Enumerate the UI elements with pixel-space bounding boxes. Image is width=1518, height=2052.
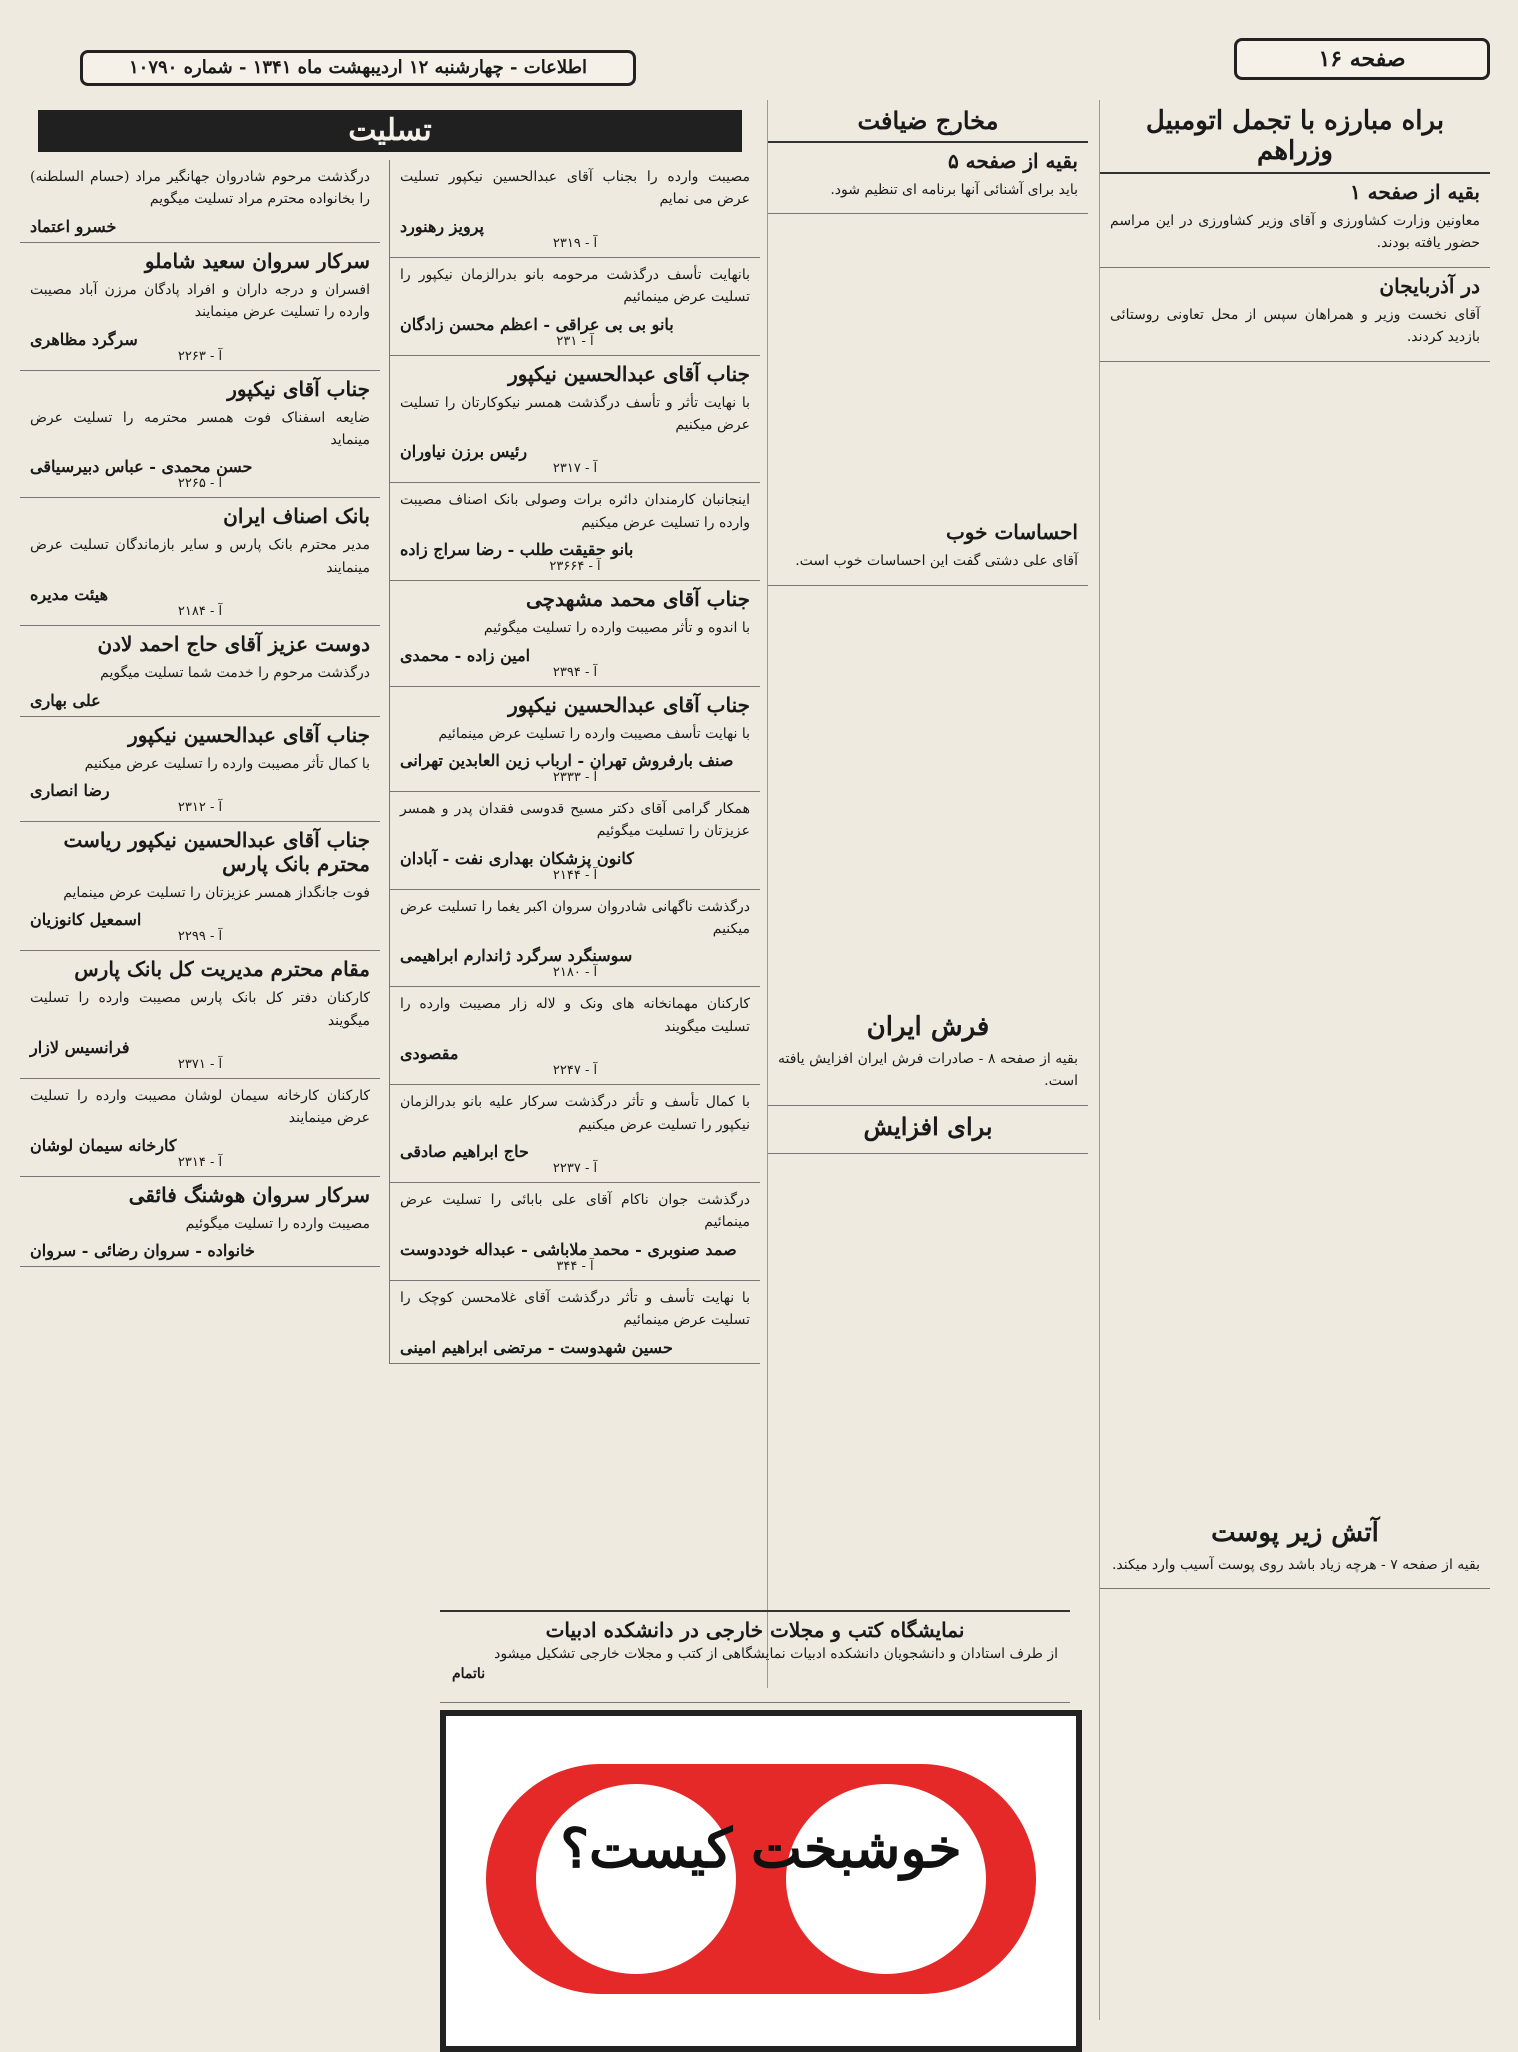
condolence-text: همکار گرامی آقای دکتر مسیح قدوسی فقدان پدر و همسر عزیزتان را تسلیت میگوئیم xyxy=(400,800,750,840)
condolence-item xyxy=(390,987,760,1085)
section-title: آتش زیر پوست xyxy=(1211,1517,1379,1548)
condolence-text: اینجانبان کارمندان دائره برات وصولی بانک اصناف مصیبت وارده را تسلیت عرض میکنیم xyxy=(400,492,750,531)
condolence-title-item: جناب آقای عبدالحسین نیکپور xyxy=(128,722,370,747)
mid-section-1 xyxy=(768,514,1088,585)
ad-code: آ - ۲۳۹۴ xyxy=(552,664,598,680)
ad-slogan: خوشبخت کیست؟ xyxy=(560,1816,962,1880)
condolence-item xyxy=(20,1079,380,1177)
condolence-signature: رضا انصاری xyxy=(30,780,110,800)
ad-code: آ - ۲۳۱۹ xyxy=(552,235,598,251)
section-title: بقیه از صفحه ۱ xyxy=(1349,180,1480,204)
ad-code: آ - ۲۱۸۴ xyxy=(177,604,223,620)
ad-code: آ - ۲۲۶۵ xyxy=(177,476,223,492)
condolence-item xyxy=(20,371,380,499)
ad-code: آ - ۲۲۶۳ xyxy=(177,348,223,364)
condolence-signature: سرگرد مظاهری xyxy=(30,329,138,349)
exhibition-text: از طرف استادان و دانشجویان دانشکده ادبیات نمایشگاهی از کتب و مجلات خارجی تشکیل میشود xyxy=(494,1646,1058,1662)
condolence-title-item: دوست عزیز آقای حاج احمد لادن xyxy=(97,632,370,657)
section-text: معاونین وزارت کشاورزی و آقای وزیر کشاورزی در این مراسم حضور یافته بودند. xyxy=(1110,213,1480,252)
condolence-text: مدیر محترم بانک پارس و سایر بازماندگان تسلیت عرض مینمایند xyxy=(30,537,370,576)
condolence-signature: پرویز رهنورد xyxy=(400,216,484,236)
condolence-signature: حسین شهدوست - مرتضی ابراهیم امینی xyxy=(400,1337,673,1357)
ad-code: آ - ۲۲۳۷ xyxy=(552,1161,598,1177)
ad-code: آ - ۲۳۱۷ xyxy=(552,461,598,477)
condolence-text: درگذشت جوان ناکام آقای علی بابائی را تسلیت عرض مینمائیم xyxy=(400,1192,750,1231)
exhibition-title: نمایشگاه کتب و مجلات خارجی در دانشکده ادبیات xyxy=(545,1618,965,1642)
condolence-title-item: سرکار سروان سعید شاملو xyxy=(144,248,370,273)
condolence-title-item: بانک اصناف ایران xyxy=(223,504,370,529)
condolence-signature: حاج ابراهیم صادقی xyxy=(400,1142,529,1162)
condolence-item xyxy=(390,258,760,356)
right-section-1 xyxy=(1100,268,1490,362)
ad-code: آ - ۲۳۶۶۴ xyxy=(549,559,601,575)
condolence-title-item: جناب آقای محمد مشهدچی xyxy=(525,587,750,612)
condolence-signature: حسن محمدی - عباس دبیرسیاقی xyxy=(30,457,253,477)
mid-section-2 xyxy=(768,1006,1088,1106)
right-section-0 xyxy=(1100,174,1490,268)
condolence-item xyxy=(390,1183,760,1281)
condolence-text: بانهایت تأسف درگذشت مرحومه بانو بدرالزمان نیکپور را تسلیت عرض مینمائیم xyxy=(400,266,750,306)
condolence-item xyxy=(390,890,760,988)
ad-code: آ - ۲۳۷۱ xyxy=(177,1057,223,1073)
condolence-text: افسران و درجه داران و افراد پادگان مرزن آباد مصیبت وارده را تسلیت عرض مینمایند xyxy=(30,281,370,321)
condolence-signature: صنف بارفروش تهران - ارباب زین العابدین تهرانی xyxy=(400,750,734,770)
mid-section-3 xyxy=(768,1106,1088,1154)
condolence-title-item: سرکار سروان هوشنگ فائقی xyxy=(128,1182,370,1207)
condolence-title: تسلیت xyxy=(38,110,742,152)
condolence-signature: بانو بی بی عراقی - اعظم محسن زادگان xyxy=(400,314,674,334)
right-headline: براه مبارزه با تجمل اتومبیل وزراهم xyxy=(1100,100,1490,174)
exhibition-notice xyxy=(440,1610,1070,1703)
condolence-text: ضایعه اسفناک فوت همسر محترمه را تسلیت عرض مینماید xyxy=(30,409,370,448)
condolence-item xyxy=(390,792,760,890)
condolence-item xyxy=(20,717,380,822)
condolence-signature: هیئت مدیره xyxy=(30,585,109,605)
condolence-signature: امین زاده - محمدی xyxy=(400,645,531,665)
condolence-signature: خسرو اعتماد xyxy=(30,216,117,236)
condolence-text: کارکنان مهمانخانه های ونک و لاله زار مصیبت وارده را تسلیت میگویند xyxy=(400,996,750,1035)
condolence-block xyxy=(20,100,760,1668)
condolence-left-list xyxy=(20,160,380,1267)
advertisement xyxy=(440,1710,1082,2052)
middle-right-headline: مخارج ضیافت xyxy=(768,100,1088,143)
condolence-item xyxy=(20,822,380,951)
ad-code: آ - ۳۴۴ xyxy=(556,1258,594,1274)
condolence-signature: کارخانه سیمان لوشان xyxy=(30,1135,177,1155)
condolence-right-list xyxy=(389,160,760,1364)
ad-code: آ - ۲۱۸۰ xyxy=(552,965,598,981)
condolence-item xyxy=(390,356,760,484)
condolence-item xyxy=(390,1281,760,1364)
right-column xyxy=(1099,100,1490,2020)
condolence-text: با کمال تأسف و تأثر درگذشت سرکار علیه بانو بدرالزمان نیکپور را تسلیت عرض میکنیم xyxy=(400,1094,750,1133)
section-text: آقای علی دشتی گفت این احساسات خوب است. xyxy=(795,553,1078,570)
ad-code: آ - ۲۱۴۴ xyxy=(552,867,598,883)
condolence-item xyxy=(20,951,380,1079)
condolence-signature: سوسنگرد سرگرد ژاندارم ابراهیمی xyxy=(400,946,633,966)
condolence-title-item: جناب آقای عبدالحسین نیکپور ریاست محترم بانک پارس xyxy=(63,827,370,876)
condolence-signature: خانواده - سروان رضائی - سروان xyxy=(30,1241,255,1261)
condolence-item xyxy=(390,160,760,258)
section-title: در آذربایجان xyxy=(1379,273,1480,298)
exhibition-signature: ناتمام xyxy=(452,1666,486,1682)
condolence-text: مصیبت وارده را بجناب آقای عبدالحسین نیکپور تسلیت عرض می نمایم xyxy=(400,169,750,208)
section-text: آقای نخست وزیر و همراهان سپس از محل تعاونی روستائی بازدید کردند. xyxy=(1110,306,1480,346)
condolence-signature: صمد صنوبری - محمد ملاباشی - عبداله خوددوست xyxy=(400,1239,737,1259)
section-title: بقیه از صفحه ۵ xyxy=(947,149,1078,173)
section-text: باید برای آشنائی آنها برنامه ای تنظیم شود. xyxy=(830,182,1078,198)
ad-code: آ - ۲۳۱۲ xyxy=(177,799,223,815)
condolence-title-item: جناب آقای عبدالحسین نیکپور xyxy=(508,361,750,386)
condolence-text: مصیبت وارده را تسلیت میگوئیم xyxy=(185,1215,370,1232)
section-text: بقیه از صفحه ۷ - هرچه زیاد باشد روی پوست آسیب وارد میکند. xyxy=(1111,1556,1480,1573)
masthead: اطلاعات - چهارشنبه ۱۲ اردیبهشت ماه ۱۳۴۱ - شماره ۱۰۷۹۰ xyxy=(80,50,636,86)
condolence-title-item: جناب آقای عبدالحسین نیکپور xyxy=(508,692,750,717)
condolence-signature: مقصودی xyxy=(400,1044,459,1064)
ad-code: آ - ۲۳۳۳ xyxy=(552,769,598,785)
page-number: صفحه ۱۶ xyxy=(1234,38,1490,80)
ad-code: آ - ۲۲۹۹ xyxy=(177,929,223,945)
mid-section-0 xyxy=(768,143,1088,214)
condolence-item xyxy=(390,687,760,792)
condolence-item xyxy=(390,1085,760,1183)
section-title: برای افزایش xyxy=(863,1111,993,1141)
condolence-text: درگذشت مرحوم شادروان جهانگیر مراد (حسام السلطنه) را بخانواده محترم مراد تسلیت میگویم xyxy=(30,169,370,208)
condolence-item xyxy=(390,483,760,581)
condolence-title-item: مقام محترم مدیریت کل بانک پارس xyxy=(74,957,370,982)
condolence-item xyxy=(390,581,760,686)
section-text: بقیه از صفحه ۸ - صادرات فرش ایران افزایش یافته است. xyxy=(778,1050,1078,1090)
condolence-signature: علی بهاری xyxy=(30,690,101,710)
ad-code: آ - ۲۳۱ xyxy=(556,333,594,349)
section-title: احساسات خوب xyxy=(945,520,1078,545)
condolence-item xyxy=(20,243,380,371)
section-title: فرش ایران xyxy=(866,1011,990,1042)
condolence-item xyxy=(20,160,380,243)
condolence-text: با نهایت تأسف مصیبت وارده را تسلیت عرض مینمائیم xyxy=(438,725,750,742)
condolence-signature: بانو حقیقت طلب - رضا سراج زاده xyxy=(400,540,634,560)
condolence-item xyxy=(20,1177,380,1267)
condolence-signature: رئیس برزن نیاوران xyxy=(400,442,528,462)
condolence-text: کارکنان کارخانه سیمان لوشان مصیبت وارده را تسلیت عرض مینمایند xyxy=(30,1088,370,1127)
condolence-text: با نهایت تأثر و تأسف درگذشت همسر نیکوکارتان را تسلیت عرض میکنیم xyxy=(400,394,750,433)
condolence-text: با نهایت تأسف و تأثر درگذشت آقای غلامحسن کوچک را تسلیت عرض مینمائیم xyxy=(400,1289,750,1329)
condolence-text: کارکنان دفتر کل بانک پارس مصیبت وارده را تسلیت میگویند xyxy=(30,990,370,1029)
condolence-signature: فرانسیس لازار xyxy=(30,1038,130,1058)
page-header xyxy=(80,28,1490,96)
ad-code: آ - ۲۳۱۴ xyxy=(177,1154,223,1170)
condolence-text: با کمال تأثر مصیبت وارده را تسلیت عرض میکنیم xyxy=(84,755,370,772)
condolence-text: درگذشت مرحوم را خدمت شما تسلیت میگویم xyxy=(100,665,370,682)
middle-right-column xyxy=(767,100,1088,1688)
right-section-2 xyxy=(1100,1512,1490,1589)
condolence-text: با اندوه و تأثر مصیبت وارده را تسلیت میگوئیم xyxy=(483,620,750,637)
condolence-title-item: جناب آقای نیکپور xyxy=(227,376,370,401)
condolence-text: فوت جانگداز همسر عزیزتان را تسلیت عرض مینمایم xyxy=(63,884,370,901)
condolence-signature: اسمعیل کانوزیان xyxy=(30,910,142,930)
ad-code: آ - ۲۲۴۷ xyxy=(552,1063,598,1079)
condolence-text: درگذشت ناگهانی شادروان سروان اکبر یغما را تسلیت عرض میکنیم xyxy=(400,898,750,938)
condolence-item xyxy=(20,498,380,626)
condolence-item xyxy=(20,626,380,716)
condolence-signature: کانون پزشکان بهداری نفت - آبادان xyxy=(400,848,634,868)
